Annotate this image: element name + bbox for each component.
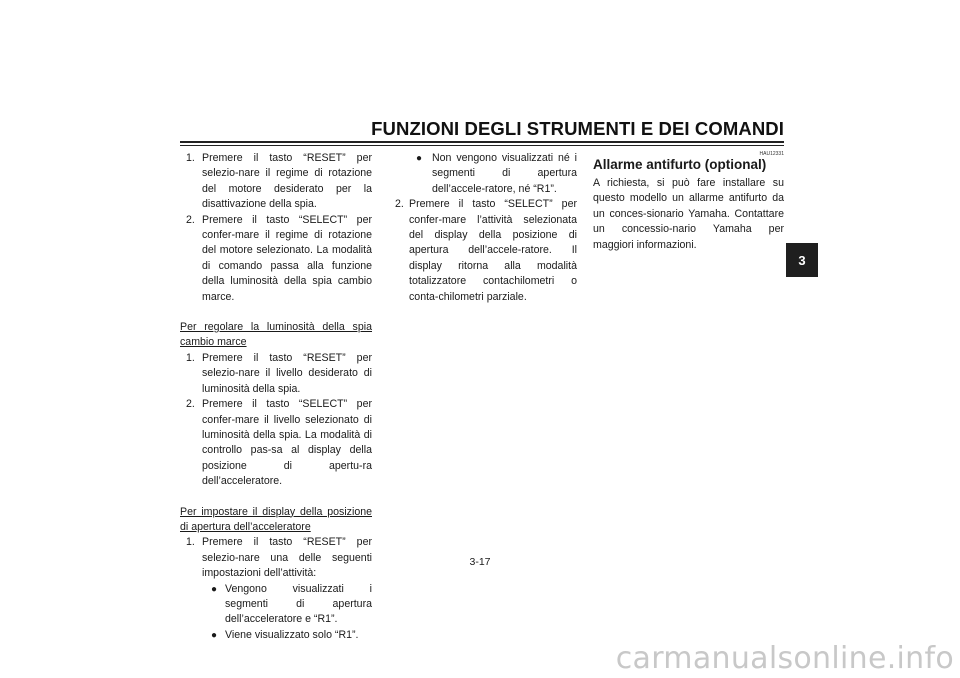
column-3 xyxy=(593,151,784,253)
step-text: Premere il tasto “RESET” per selezio-nare il regime di rotazione del motore desiderato per la disattivazione della spia. xyxy=(202,152,372,211)
header-rule-thin xyxy=(180,145,784,146)
bullet-text: Non vengono visualizzati né i segmenti di apertura dell’accele-ratore, né “R1”. xyxy=(432,152,577,195)
page-number: 3-17 xyxy=(469,556,491,568)
step-number: 1. xyxy=(186,351,195,364)
list-item xyxy=(389,197,577,305)
step-number: 2. xyxy=(186,398,195,411)
bullet-icon: ● xyxy=(416,153,423,164)
step-number: 1. xyxy=(186,152,195,164)
bullet-item xyxy=(180,582,372,628)
step-text: Premere il tasto “SELECT” per confer-mare il regime di rotazione del motore selezionato. La modalità di comando passa alla funzione della luminosità della spia cambio marce. xyxy=(202,213,372,303)
list-item xyxy=(180,397,372,489)
subheading-throttle-display: Per impostare il display della posizione di apertura dell’acceleratore xyxy=(180,505,372,533)
bullet-icon: ● xyxy=(211,583,218,595)
step-number: 2. xyxy=(395,198,404,211)
page-title: FUNZIONI DEGLI STRUMENTI E DEI COMANDI xyxy=(371,118,784,139)
watermark: carmanualsonline.info xyxy=(615,641,954,676)
list-item xyxy=(180,351,372,397)
list-item xyxy=(180,151,372,213)
document-code: HAU12331 xyxy=(759,151,784,157)
step-number: 1. xyxy=(186,536,195,549)
section-paragraph: A richiesta, si può fare installare su questo modello un allarme antifurto da un conces-sionario Yamaha. Contattare un concessio-nario Yamaha per maggiori informazioni. xyxy=(593,177,784,251)
bullet-text: Viene visualizzato solo “R1”. xyxy=(225,628,359,641)
step-text: Premere il tasto “RESET” per selezio-nare il livello desiderato di luminosità della spia. xyxy=(202,351,372,395)
step-number: 2. xyxy=(186,213,195,226)
header-rule-thick xyxy=(180,141,784,143)
bullet-text: Vengono visualizzati i segmenti di apertura dell’acceleratore e “R1”. xyxy=(225,582,372,626)
section-title: Allarme antifurto (optional) xyxy=(593,157,767,172)
step-text: Premere il tasto “RESET” per selezio-nare una delle seguenti impostazioni dell’attività: xyxy=(202,536,372,580)
step-text: Premere il tasto “SELECT” per confer-mare l’attività selezionata del display della posizione di apertura dell’accele-ratore. Il display ritorna alla modalità totalizzatore contachilometri o conta-chilometri parziale. xyxy=(409,198,577,303)
chapter-tab: 3 xyxy=(786,243,818,277)
bullet-item xyxy=(180,628,372,643)
list-item xyxy=(180,535,372,581)
step-text: Premere il tasto “SELECT” per confer-mare il livello selezionato di luminosità della spia. La modalità di controllo pas-sa al display della posizione di apertu-ra dell’acceleratore. xyxy=(202,398,372,488)
bullet-icon: ● xyxy=(211,629,218,641)
column-2 xyxy=(389,151,577,305)
list-item xyxy=(180,213,372,305)
bullet-item xyxy=(389,151,577,197)
subheading-brightness: Per regolare la luminosità della spia cambio marce xyxy=(180,321,372,349)
column-1 xyxy=(180,151,372,643)
